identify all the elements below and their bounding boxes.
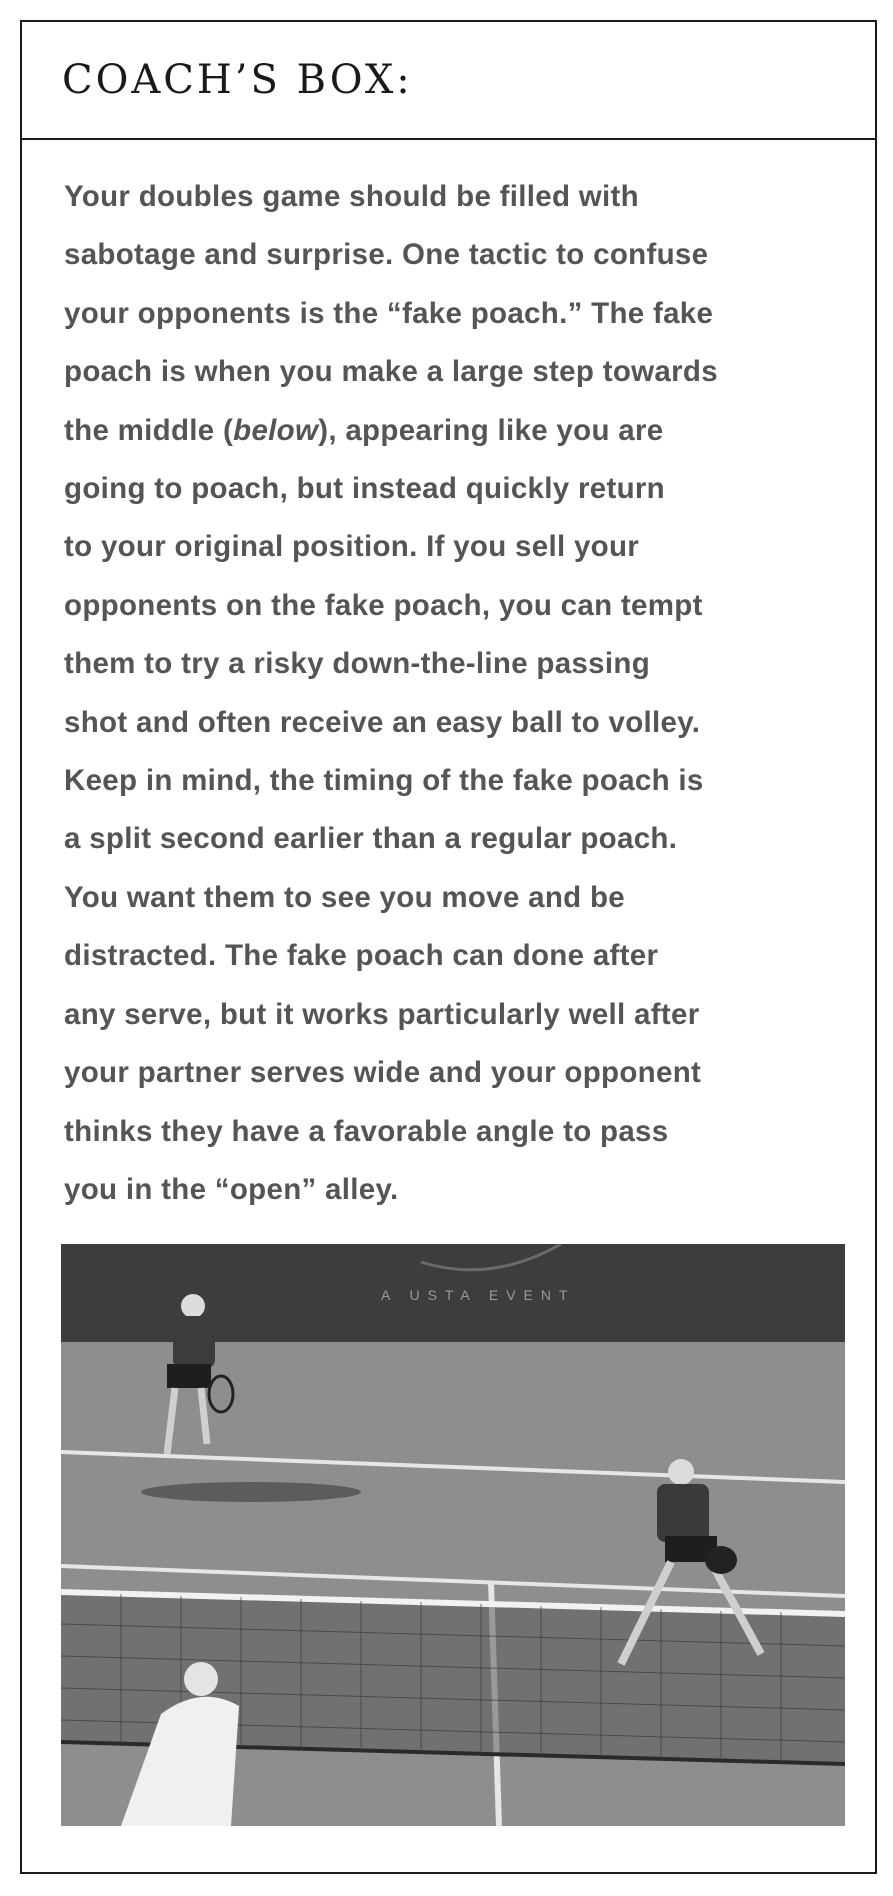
coach-box bbox=[20, 20, 877, 1874]
body-line: to your original position. If you sell your bbox=[64, 530, 640, 564]
box-header bbox=[22, 22, 875, 140]
body-line: shot and often receive an easy ball to volley. bbox=[64, 705, 701, 739]
body-line: thinks they have a favorable angle to pass bbox=[64, 1114, 669, 1148]
body-line: your partner serves wide and your opponent bbox=[64, 1056, 702, 1090]
box-title: COACH’S BOX: bbox=[62, 57, 413, 103]
body-line: your opponents is the “fake poach.” The fake bbox=[64, 296, 714, 330]
body-line: sabotage and surprise. One tactic to confuse bbox=[64, 238, 709, 272]
body-line: you in the “open” alley. bbox=[64, 1172, 399, 1206]
tennis-photo bbox=[61, 1244, 845, 1826]
body-line: a split second earlier than a regular poach. bbox=[64, 822, 678, 856]
body-line: any serve, but it works particularly well after bbox=[64, 997, 700, 1031]
body-line: going to poach, but instead quickly return bbox=[64, 472, 665, 506]
tennis-court-illustration bbox=[61, 1244, 845, 1826]
emphasis-below: below bbox=[233, 413, 319, 447]
body-line: the middle (below), appearing like you are bbox=[64, 413, 664, 447]
body-line: them to try a risky down-the-line passing bbox=[64, 647, 651, 681]
banner-text: A USTA EVENT bbox=[381, 1287, 576, 1303]
body-line: poach is when you make a large step towards bbox=[64, 355, 718, 389]
body-line: Keep in mind, the timing of the fake poach is bbox=[64, 764, 704, 798]
body-line: distracted. The fake poach can done after bbox=[64, 939, 659, 973]
body-line: opponents on the fake poach, you can tempt bbox=[64, 588, 703, 622]
body-line: Your doubles game should be filled with bbox=[64, 180, 639, 213]
body-paragraph bbox=[64, 168, 854, 1219]
body-line: You want them to see you move and be bbox=[64, 880, 626, 914]
